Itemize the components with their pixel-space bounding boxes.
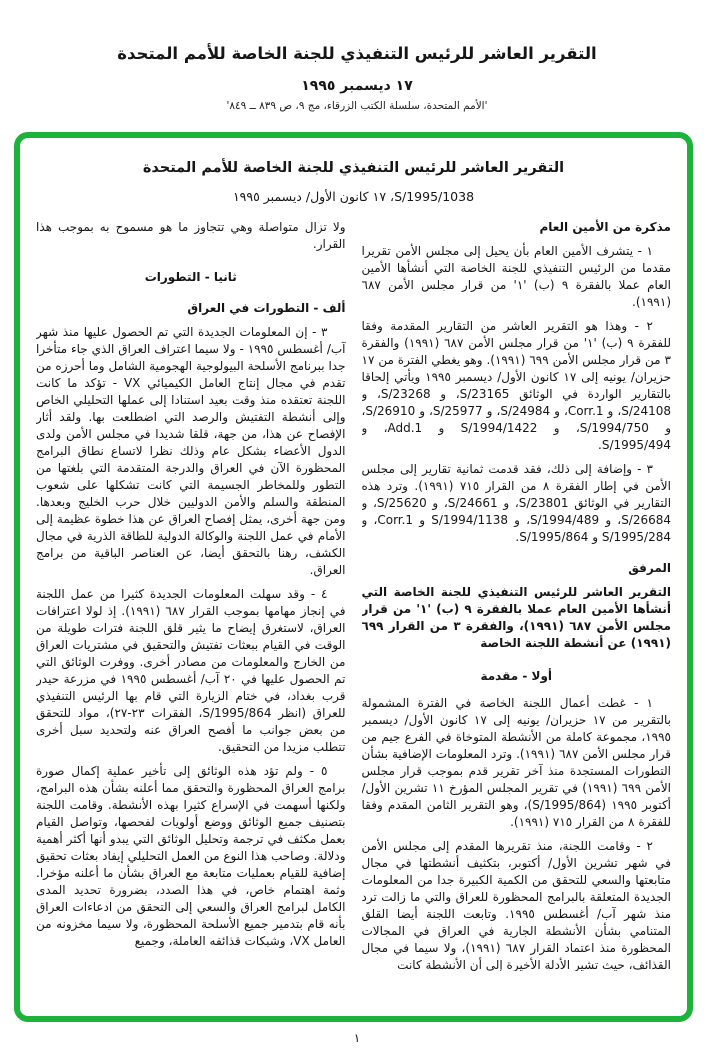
annex-heading: المرفق [628, 561, 671, 575]
dev-para-5: ٥ - ولم تؤد هذه الوثائق إلى تأخير عملية إكمال صورة برامج العراق المحظورة والتحقق مما أعلنه بشأن هذه البرامج، ولكنها أسهمت في الإسراع كثيرا بهذه الأنشطة. وقامت اللجنة بتصنيف جميع الوثائق ووضع أولويات لفحصها، وتواصل القيام بعمل مكثف في ترجمة وتحليل الوثائق التي يبدو أنها أكثر أهمية ودلالة. وصاحب هذا النوع من العمل التحليلي إيفاد بعثات تحقيق إضافية للقيام بعمليات متابعة مع العراق بشأن ما أعلنه مؤخرا. وثمة اهتمام خاص، في هذا الصدد، بضرورة تحديد المدى الكامل لبرامج العراق والسعي إلى التحقق من ادعاءات العراق بأنه قام بتدمير جميع الأسلحة المحظورة، ولا سيما مخزونه من العامل VX، وشبكات قذائفه العاملة، وجميع [36, 764, 346, 948]
intro-para-2: ٢ - وقامت اللجنة، منذ تقريرها المقدم إلى مجلس الأمن في شهر تشرين الأول/ أكتوبر، بتكثيف أنشطتها في مجال متابعتها والسعي للتحقق من الكمية الكبيرة جدا من المعلومات الجديدة المتعلقة بالبرامج المحظورة للعراق والتي ما زالت ترد منذ شهر آب/ أغسطس ١٩٩٥. وتابعت اللجنة أيضا القلق المتنامي بشأن الأنشطة الجارية في العراق في المجالات المحظورة منذ اعتماد القرار ٦٨٧ (١٩٩١)، ولا سيما في مجال القذائف، حيث تشير الأدلة الأخيرة إلى أن الأنشطة كانت [361, 839, 671, 971]
continuation-para: ولا تزال متواصلة وهي تتجاوز ما هو مسموح به بموجب هذا القرار. [36, 220, 346, 251]
date-line: ١٧ ديسمبر ١٩٩٥ [301, 78, 413, 94]
dev-para-3: ٣ - إن المعلومات الجديدة التي تم الحصول عليها منذ شهر آب/ أغسطس ١٩٩٥ - ولا سيما اعتراف العراق الذي جاء متأخرا جدا ببرنامج الأسلحة البيولوجية الهجومية الشامل وما أحرزه من تقدم في مجال إنتاج العامل الكيميائي VX - تؤكد ما كانت اللجنة تعتقده منذ وقت بعيد استنادا إلى عملها التحليلي الخاص وإلى أنشطة التفتيش والرصد التي اضطلعت بها. ولقد أثار الإفصاح عن هذا، من جهة، قلقا شديدا في مجلس الأمن ولدى الدول الأعضاء بشكل عام وذلك نظرا لاتساع نطاق البرامج المحظورة الآن في العراق والدرجة المتقدمة التي بلغتها من التطور وللمخاطر الجسيمة التي كانت تشكلها على شعوب المنطقة والسلم والأمن الدوليين خلال حرب الخليج وبعدها. ومن جهة أخرى، يمثل إفصاح العراق عن هذا خطوة عظيمة إلى الأمام في عمل اللجنة والوكالة الدولية للطاقة الذرية في مجال الكشف، رهنا بالتحقق أيضا، عن العناصر الباقية من برامج العراق. [36, 325, 346, 577]
column-right [362, 219, 672, 971]
memo-para-3: ٣ - وإضافة إلى ذلك، فقد قدمت ثمانية تقارير إلى مجلس الأمن في إطار الفقرة ٨ من القرار ٧١٥ (١٩٩١). وترد هذه التقارير في الوثائق S/23801، و S/24661، و S/25620، و S/26684، و S/1994/489، و S/1994/1138 و Corr.1، و S/1995/284 و S/1995/864. [361, 462, 671, 544]
document-frame [14, 132, 693, 1022]
two-column-body [36, 219, 671, 971]
intro-para-1: ١ - غطت أعمال اللجنة الخاصة في الفترة المشمولة بالتقرير من ١٧ حزيران/ يونيه إلى ١٧ كانون الأول/ ديسمبر ١٩٩٥، مجموعة كاملة من الأنشطة المتوخاة في الفرع جيم من قرار مجلس الأمن ٦٨٧ (١٩٩١). وترد المعلومات الإضافية بشأن التطورات المستجدة منذ آخر تقرير قدم بموجب قرار مجلس الأمن ٦٩٩ (١٩٩١) في تقرير المجلس المؤرخ ١١ تشرين الأول/ أكتوبر ١٩٩٥ (S/1995/864)، وهو التقرير الثامن المقدم وفقا للفقرة ٨ من القرار ٧١٥ (١٩٩١). [361, 696, 671, 829]
page-title: التقرير العاشر للرئيس التنفيذي للجنة الخاصة للأمم المتحدة [117, 44, 597, 63]
page-number: ١ [353, 1031, 361, 1045]
section-one-heading: أولا - مقدمة [480, 669, 553, 683]
section-two-heading: ثانيا - التطورات [144, 270, 237, 284]
annex-title-para: التقرير العاشر للرئيس التنفيذي للجنة الخاصة التي أنشأها الأمين العام عملا بالفقرة ٩ (ب) '١' من قرار مجلس الأمن ٦٨٧ (١٩٩١)، والفقرة ٣ من القرار ٦٩٩ (١٩٩١) عن أنشطة اللجنة الخاصة [361, 585, 671, 650]
memo-heading: مذكرة من الأمين العام [539, 220, 671, 234]
memo-para-1: ١ - يتشرف الأمين العام بأن يحيل إلى مجلس الأمن تقريرا مقدما من الرئيس التنفيذي للجنة الخاصة التي أنشأها الأمين العام عملا بالفقرة ٩ (ب) '١' من قرار مجلس الأمن ٦٨٧ (١٩٩١). [361, 244, 671, 309]
source-citation: 'الأمم المتحدة، سلسلة الكتب الزرقاء، مج ٩، ص ٨٣٩ ــ ٨٤٩' [226, 100, 488, 112]
memo-para-2: ٢ - وهذا هو التقرير العاشر من التقارير المقدمة وفقا للفقرة ٩ (ب) '١' من قرار مجلس الأمن ٦٨٧ (١٩٩١) والفقرة ٣ من قرار مجلس الأمن ٦٩٩ (١٩٩١). وهو يغطي الفترة من ١٧ حزيران/ يونيه إلى ١٧ كانون الأول/ ديسمبر ١٩٩٥ ويأتي إلحاقا بالتقارير الواردة في الوثائق S/23165، و S/23268، و S/24108، و Corr.1، و S/24984، و S/25977، و S/26910، و S/1994/750، و S/1994/1422 و Add.1، و S/1995/494. [361, 319, 671, 452]
document-symbol-line: S/1995/1038، ١٧ كانون الأول/ ديسمبر ١٩٩٥ [232, 189, 475, 204]
report-title: التقرير العاشر للرئيس التنفيذي للجنة الخاصة للأمم المتحدة [142, 160, 565, 176]
column-left [36, 219, 346, 971]
dev-para-4: ٤ - وقد سهلت المعلومات الجديدة كثيرا من عمل اللجنة في إنجاز مهامها بموجب القرار ٦٨٧ (١٩٩١). إذ لولا اعترافات العراق، لاستغرق إيضاح ما يثير قلق اللجنة فترات طويلة من الوقت في القيام ببعثات تفتيش والتحقيق في مشتريات العراق من الخارج والمعلومات من مصادر أخرى. ووفرت الوثائق التي تم الحصول عليها في ٢٠ آب/ أغسطس ١٩٩٥ في مزرعة حيدر قرب بغداد، في ختام الزيارة التي قام بها الرئيس التنفيذي للعراق (انظر S/1995/864، الفقرات ٢٣-٢٧)، مواد للتحقق من بعض جوانب ما أفصح العراق عنه ولتحديد سبل أخرى تتطلب مزيدا من التحقيق. [36, 587, 346, 754]
section-two-a-heading: ألف - التطورات في العراق [187, 301, 346, 315]
